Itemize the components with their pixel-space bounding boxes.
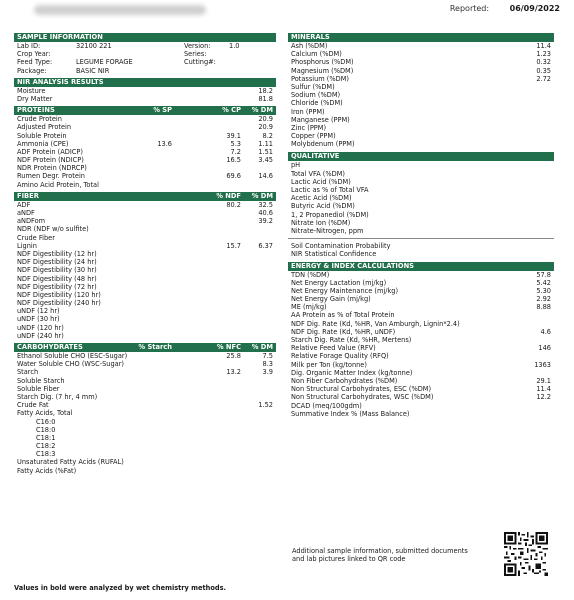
row-label: ADF	[17, 200, 31, 209]
row-label: 1, 2 Propanediol (%DM)	[291, 210, 369, 219]
table-row	[288, 385, 554, 393]
row-label: Non Structural Carbohydrates, WSC (%DM)	[291, 393, 434, 402]
row-value: 2.92	[536, 295, 551, 304]
table-row	[288, 178, 554, 186]
table-row	[14, 299, 276, 307]
table-row	[14, 209, 276, 217]
table-row	[14, 385, 276, 393]
table-row	[288, 361, 554, 369]
table-row	[288, 170, 554, 178]
info-row	[14, 50, 276, 58]
row-label: DCAD (meq/100gdm)	[291, 401, 362, 410]
divider	[288, 238, 554, 239]
table-row	[288, 311, 554, 319]
row-label: Manganese (PPM)	[291, 115, 350, 124]
table-row	[288, 42, 554, 50]
row-label: AA Protein as % of Total Protein	[291, 311, 395, 320]
row-value: 25.8	[226, 352, 241, 360]
reported-date-block	[450, 4, 560, 13]
section-title: CARBOHYDRATES	[17, 343, 83, 351]
nir-analysis-section	[14, 78, 276, 103]
cutting-label: Cutting#:	[184, 58, 216, 67]
table-row	[14, 156, 276, 164]
table-row	[14, 450, 276, 458]
table-row	[288, 132, 554, 140]
table-row	[288, 75, 554, 83]
row-value: 11.4	[536, 42, 551, 50]
table-row	[14, 352, 276, 360]
row-value: 1363	[534, 360, 551, 369]
row-label: Fatty Acids (%Fat)	[17, 466, 77, 475]
row-label: Soluble Protein	[17, 131, 67, 140]
row-label: Copper (PPM)	[291, 132, 336, 141]
row-label: Dry Matter	[17, 94, 53, 103]
table-row	[288, 202, 554, 210]
col-header-starch: % Starch	[138, 343, 172, 351]
table-row	[14, 458, 276, 466]
info-row	[14, 42, 276, 50]
row-value: 146	[538, 344, 551, 353]
sample-information-section	[14, 33, 276, 75]
table-row	[14, 234, 276, 242]
row-label: NDF Digestibility (72 hr)	[17, 282, 97, 291]
row-value: 69.6	[226, 172, 241, 181]
table-row	[14, 164, 276, 172]
table-row	[14, 225, 276, 233]
row-label: Ethanol Soluble CHO (ESC-Sugar)	[17, 352, 128, 360]
row-label: Relative Feed Value (RFV)	[291, 344, 376, 353]
table-row	[14, 172, 276, 180]
table-row	[288, 287, 554, 295]
table-row	[288, 194, 554, 202]
row-value: 40.6	[258, 209, 273, 217]
row-value: 80.2	[226, 200, 241, 209]
lab-id-value: 32100 221	[76, 42, 112, 50]
table-row	[288, 377, 554, 385]
table-row	[288, 242, 554, 250]
table-row	[14, 442, 276, 450]
row-label: Ammonia (CPE)	[17, 139, 69, 148]
table-row	[288, 303, 554, 311]
table-row	[14, 368, 276, 376]
row-value: 8.3	[262, 360, 273, 369]
row-label: NDR (NDF w/o sulfite)	[17, 225, 89, 234]
minerals-section	[288, 33, 554, 148]
row-value: 5.30	[536, 286, 551, 295]
table-row	[14, 401, 276, 409]
row-value: 15.7	[226, 241, 241, 250]
table-row	[288, 336, 554, 344]
table-row	[288, 352, 554, 360]
row-label: Butyric Acid (%DM)	[291, 202, 355, 211]
table-row	[14, 434, 276, 442]
right-column	[288, 33, 554, 421]
row-label: uNDF (240 hr)	[17, 331, 64, 340]
section-header	[14, 343, 276, 352]
table-row	[14, 242, 276, 250]
table-row	[288, 219, 554, 227]
table-row	[288, 211, 554, 219]
table-row	[288, 295, 554, 303]
table-row	[288, 279, 554, 287]
report-header	[0, 0, 574, 22]
row-label: Lactic Acid (%DM)	[291, 177, 351, 186]
table-row	[288, 410, 554, 418]
row-label: C18:1	[36, 433, 56, 442]
row-label: NDF Digestibility (120 hr)	[17, 290, 101, 299]
row-value: 1.51	[258, 147, 273, 156]
table-row	[14, 418, 276, 426]
row-value: 20.9	[258, 123, 273, 132]
qr-code-icon	[504, 532, 548, 576]
col-header-dm: % DM	[251, 343, 273, 351]
table-row	[14, 283, 276, 291]
row-label: NDR Protein (NDRCP)	[17, 164, 87, 173]
row-value: 1.23	[536, 50, 551, 59]
row-value: 39.1	[226, 131, 241, 140]
row-label: Total VFA (%DM)	[291, 169, 345, 178]
row-value: 8.88	[536, 303, 551, 312]
row-value: 14.6	[258, 172, 273, 181]
col-header-sp: % SP	[153, 106, 172, 115]
row-label: Lactic as % of Total VFA	[291, 186, 369, 194]
row-value: 0.35	[536, 66, 551, 75]
row-label: pH	[291, 161, 301, 170]
row-label: uNDF (120 hr)	[17, 323, 64, 332]
table-row	[14, 250, 276, 258]
table-row	[288, 250, 554, 258]
table-row	[288, 344, 554, 352]
row-label: Zinc (PPM)	[291, 123, 327, 132]
reported-date: 06/09/2022	[509, 4, 560, 13]
table-row	[14, 291, 276, 299]
row-label: Dig. Organic Matter Index (kg/tonne)	[291, 368, 413, 377]
row-value: 3.45	[258, 156, 273, 165]
lab-id-label: Lab ID:	[17, 42, 41, 50]
row-value: 16.5	[226, 156, 241, 165]
row-label: NDF Digestibility (24 hr)	[17, 258, 97, 267]
row-label: uNDF (30 hr)	[17, 315, 60, 324]
row-label: Sulfur (%DM)	[291, 82, 335, 91]
col-header-ndf: % NDF	[216, 191, 241, 200]
row-label: Moisture	[17, 86, 46, 95]
row-value: 29.1	[536, 376, 551, 385]
table-row	[14, 377, 276, 385]
row-value: 7.2	[230, 147, 241, 156]
row-value: 81.8	[258, 94, 273, 103]
row-value: 0.32	[536, 58, 551, 67]
section-header	[14, 192, 276, 201]
row-label: aNDFom	[17, 217, 46, 226]
row-value: 13.6	[157, 139, 172, 148]
table-row	[14, 315, 276, 323]
table-row	[288, 402, 554, 410]
row-value: 6.37	[258, 241, 273, 250]
row-value: 1.11	[258, 139, 273, 148]
row-value: 20.9	[258, 115, 273, 124]
row-label: Milk per Ton (kg/tonne)	[291, 360, 367, 369]
row-label: uNDF (12 hr)	[17, 307, 60, 316]
table-row	[288, 227, 554, 235]
table-row	[288, 50, 554, 58]
table-row	[288, 369, 554, 377]
table-row	[288, 99, 554, 107]
table-row	[14, 467, 276, 475]
row-label: Ash (%DM)	[291, 42, 328, 50]
row-value: 18.2	[258, 86, 273, 95]
row-value: 12.2	[536, 393, 551, 402]
row-value: 2.72	[536, 74, 551, 83]
feed-type-label: Feed Type:	[17, 58, 53, 67]
col-header-dm: % DM	[251, 106, 273, 115]
row-value: 3.9	[262, 368, 273, 377]
row-label: Starch Dig. Rate (Kd, %HR, Mertens)	[291, 336, 412, 344]
row-label: Rumen Degr. Protein	[17, 172, 85, 181]
row-label: Chloride (%DM)	[291, 99, 343, 108]
row-label: C18:0	[36, 425, 56, 434]
qualitative-section	[288, 152, 554, 258]
row-value: 5.42	[536, 278, 551, 287]
table-row	[14, 95, 276, 103]
table-row	[14, 148, 276, 156]
left-column	[14, 33, 276, 478]
row-label: NDF Dig. Rate (Kd, %HR, uNDF)	[291, 327, 396, 336]
row-value: 39.2	[258, 217, 273, 226]
table-row	[288, 140, 554, 148]
row-label: ME (mj/kg)	[291, 303, 327, 312]
table-row	[288, 271, 554, 279]
row-label: Crude Fiber	[17, 233, 55, 242]
table-row	[14, 258, 276, 266]
row-label: Soil Contamination Probability	[291, 242, 391, 251]
reported-label: Reported:	[449, 4, 490, 13]
table-row	[14, 201, 276, 209]
qr-note: Additional sample information, submitted documents and lab pictures linked to QR code	[292, 547, 468, 564]
row-label: Net Energy Gain (mj/kg)	[291, 295, 371, 304]
row-label: NDF Dig. Rate (Kd, %HR, Van Amburgh, Lignin*2.4)	[291, 319, 460, 328]
package-label: Package:	[17, 66, 47, 75]
table-row	[288, 186, 554, 194]
row-label: Phosphorus (%DM)	[291, 58, 354, 67]
row-label: aNDF	[17, 209, 35, 217]
redacted-lab-name	[34, 5, 206, 15]
table-row	[14, 115, 276, 123]
row-label: Potassium (%DM)	[291, 74, 349, 83]
row-label: Adjusted Protein	[17, 123, 72, 132]
row-value: 4.6	[540, 327, 551, 336]
info-row	[14, 67, 276, 75]
col-header-nfc: % NFC	[216, 343, 241, 351]
version-label: Version:	[184, 42, 211, 50]
row-label: Soluble Fiber	[17, 384, 60, 393]
row-label: Fatty Acids, Total	[17, 409, 73, 418]
section-title: PROTEINS	[17, 106, 55, 115]
row-label: Molybdenum (PPM)	[291, 140, 355, 149]
row-label: Nitrate Ion (%DM)	[291, 218, 351, 227]
row-label: C18:2	[36, 442, 56, 451]
row-label: Soluble Starch	[17, 376, 65, 385]
row-label: C18:3	[36, 450, 56, 459]
table-row	[14, 324, 276, 332]
energy-section	[288, 262, 554, 418]
section-header: NIR ANALYSIS RESULTS	[14, 78, 276, 87]
row-label: Amino Acid Protein, Total	[17, 180, 99, 189]
proteins-section	[14, 106, 276, 189]
table-row	[288, 124, 554, 132]
row-label: NDF Digestibility (30 hr)	[17, 266, 97, 275]
table-row	[14, 87, 276, 95]
row-label: TDN (%DM)	[291, 270, 330, 279]
table-row	[288, 108, 554, 116]
row-label: NDF Digestibility (48 hr)	[17, 274, 97, 283]
row-label: Starch	[17, 368, 39, 377]
package-value: BASIC NIR	[76, 66, 110, 75]
row-label: Net Energy Maintenance (mj/kg)	[291, 286, 399, 295]
row-label: Crude Fat	[17, 401, 49, 410]
row-label: Summative Index % (Mass Balance)	[291, 409, 410, 418]
table-row	[14, 307, 276, 315]
row-value: 5.3	[230, 139, 241, 148]
row-label: NIR Statistical Confidence	[291, 250, 377, 259]
row-label: Magnesium (%DM)	[291, 66, 354, 75]
row-label: Iron (PPM)	[291, 107, 325, 116]
fiber-section	[14, 192, 276, 340]
footnote: Values in bold were analyzed by wet chemistry methods.	[14, 584, 226, 592]
table-row	[288, 116, 554, 124]
section-header	[14, 106, 276, 115]
row-label: Nitrate-Nitrogen, ppm	[291, 226, 364, 235]
table-row	[288, 83, 554, 91]
row-label: Sodium (%DM)	[291, 91, 341, 100]
col-header-dm: % DM	[251, 191, 273, 200]
table-row	[288, 328, 554, 336]
table-row	[14, 426, 276, 434]
row-value: 57.8	[536, 270, 551, 279]
table-row	[288, 91, 554, 99]
row-label: NDF Digestibility (12 hr)	[17, 249, 97, 258]
info-row	[14, 58, 276, 66]
table-row	[14, 275, 276, 283]
section-header: SAMPLE INFORMATION	[14, 33, 276, 42]
row-label: C16:0	[36, 417, 56, 426]
table-row	[14, 332, 276, 340]
series-label: Series:	[184, 50, 207, 59]
row-label: Net Energy Lactation (mj/kg)	[291, 278, 387, 287]
row-label: NDF Digestibility (240 hr)	[17, 299, 101, 308]
row-label: Crude Protein	[17, 115, 62, 124]
row-label: Water Soluble CHO (WSC-Sugar)	[17, 360, 124, 369]
feed-type-value: LEGUME FORAGE	[76, 58, 133, 67]
row-value: 7.5	[262, 352, 273, 360]
table-row	[14, 409, 276, 417]
table-row	[14, 132, 276, 140]
row-value: 13.2	[226, 368, 241, 377]
table-row	[14, 217, 276, 225]
table-row	[14, 123, 276, 131]
version-value: 1.0	[229, 42, 240, 50]
row-value: 8.2	[262, 131, 273, 140]
table-row	[14, 266, 276, 274]
table-row	[14, 181, 276, 189]
row-value: 1.52	[258, 401, 273, 410]
row-label: Non Structural Carbohydrates, ESC (%DM)	[291, 385, 432, 394]
section-header: MINERALS	[288, 33, 554, 42]
row-label: Unsaturated Fatty Acids (RUFAL)	[17, 458, 124, 467]
crop-year-label: Crop Year:	[17, 50, 51, 59]
table-row	[14, 360, 276, 368]
table-row	[288, 67, 554, 75]
row-label: Relative Forage Quality (RFQ)	[291, 352, 389, 361]
table-row	[288, 393, 554, 401]
row-label: ADF Protein (ADICP)	[17, 147, 83, 156]
col-header-cp: % CP	[222, 106, 241, 115]
section-title: FIBER	[17, 191, 39, 200]
table-row	[288, 161, 554, 169]
row-label: NDF Protein (NDICP)	[17, 156, 84, 165]
row-label: Calcium (%DM)	[291, 50, 342, 59]
carbohydrates-section	[14, 343, 276, 475]
row-value: 32.5	[258, 200, 273, 209]
row-label: Acetic Acid (%DM)	[291, 194, 352, 203]
row-label: Lignin	[17, 241, 37, 250]
row-label: Non Fiber Carbohydrates (%DM)	[291, 376, 398, 385]
table-row	[14, 393, 276, 401]
table-row	[288, 58, 554, 66]
row-label: Starch Dig. (7 hr, 4 mm)	[17, 392, 98, 401]
table-row	[14, 140, 276, 148]
row-value: 11.4	[536, 385, 551, 394]
table-row	[288, 320, 554, 328]
section-header: ENERGY & INDEX CALCULATIONS	[288, 262, 554, 271]
section-header: QUALITATIVE	[288, 152, 554, 161]
